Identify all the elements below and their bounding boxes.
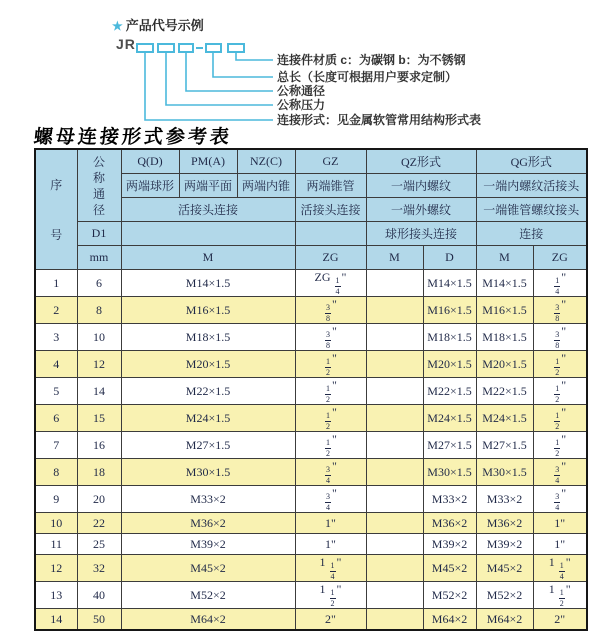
header-col-qz: QZ形式	[366, 149, 476, 174]
thread-m-cell: M36×2	[121, 513, 295, 534]
qg-m-cell: M30×1.5	[476, 459, 533, 486]
header-qz-desc2: 一端外螺纹	[366, 198, 476, 222]
diagram-label-diameter: 公称通径	[277, 84, 326, 98]
fraction: $\frac{3}{4}$	[555, 492, 560, 512]
qg-zg-cell: 1 $\frac{1}{4}$ "	[533, 555, 587, 582]
serial-cell: 14	[35, 609, 77, 630]
table-row	[35, 324, 587, 351]
dn-cell: 25	[77, 534, 121, 555]
nut-connection-reference-table	[34, 148, 588, 631]
serial-cell: 2	[35, 297, 77, 324]
table-row	[35, 609, 587, 630]
gz-zg-cell: $\frac{1}{2}$ "	[295, 351, 366, 378]
fraction: $\frac{3}{4}$	[555, 465, 560, 485]
table-row	[35, 378, 587, 405]
diagram-label-connection: 连接形式：见金属软管常用结构形式表	[277, 113, 482, 127]
header-union-connection: 活接头连接	[121, 198, 295, 222]
qg-m-cell: M16×1.5	[476, 297, 533, 324]
qz-d-cell: M30×1.5	[423, 459, 476, 486]
dn-cell: 6	[77, 270, 121, 297]
header-qg-zg-unit: ZG	[533, 246, 587, 270]
gz-zg-cell: 1"	[295, 534, 366, 555]
qg-zg-cell: $\frac{1}{2}$ "	[533, 378, 587, 405]
fraction: $\frac{1}{2}$	[555, 384, 560, 404]
header-q-desc: 两端球形	[121, 174, 179, 198]
serial-cell: 8	[35, 459, 77, 486]
gz-zg-cell: $\frac{3}{4}$ "	[295, 459, 366, 486]
diagram-title: 产品代号示例	[125, 18, 204, 33]
fraction: $\frac{1}{2}$	[555, 411, 560, 431]
code-box	[158, 44, 174, 52]
thread-m-cell: M30×1.5	[121, 459, 295, 486]
serial-cell: 9	[35, 486, 77, 513]
gz-zg-cell: 1 $\frac{1}{4}$ "	[295, 555, 366, 582]
dn-cell: 15	[77, 405, 121, 432]
header-serial: 序号	[35, 149, 77, 270]
table-row	[35, 297, 587, 324]
thread-m-cell: M18×1.5	[121, 324, 295, 351]
fraction: $\frac{1}{2}$	[555, 357, 560, 377]
fraction: $\frac{1}{2}$	[555, 438, 560, 458]
serial-cell: 10	[35, 513, 77, 534]
table-row	[35, 486, 587, 513]
qz-m-cell	[366, 555, 423, 582]
dn-cell: 8	[77, 297, 121, 324]
fraction: $\frac{3}{8}$	[326, 303, 331, 323]
code-box	[206, 44, 221, 52]
fraction: $\frac{1}{2}$	[330, 588, 335, 609]
fraction: $\frac{1}{4}$	[335, 276, 340, 296]
qz-d-cell: M22×1.5	[423, 378, 476, 405]
qg-m-cell: M20×1.5	[476, 351, 533, 378]
fraction: $\frac{3}{8}$	[555, 303, 560, 323]
qg-zg-cell: $\frac{1}{2}$ "	[533, 405, 587, 432]
serial-cell: 6	[35, 405, 77, 432]
qz-d-cell: M52×2	[423, 582, 476, 609]
qz-d-cell: M18×1.5	[423, 324, 476, 351]
qz-m-cell	[366, 432, 423, 459]
table-row	[35, 582, 587, 609]
qz-m-cell	[366, 405, 423, 432]
table-row	[35, 555, 587, 582]
qz-m-cell	[366, 609, 423, 630]
qz-d-cell: M45×2	[423, 555, 476, 582]
table-title: 螺母连接形式参考表	[32, 127, 233, 148]
code-box	[179, 44, 193, 52]
qz-m-cell	[366, 378, 423, 405]
header-mm: mm	[77, 246, 121, 270]
qg-zg-cell: $\frac{1}{2}$ "	[533, 351, 587, 378]
qz-d-cell: M39×2	[423, 534, 476, 555]
gz-zg-cell: $\frac{1}{2}$ "	[295, 405, 366, 432]
qz-m-cell	[366, 486, 423, 513]
thread-m-cell: M45×2	[121, 555, 295, 582]
serial-cell: 13	[35, 582, 77, 609]
gz-zg-cell: ZG $\frac{1}{4}$ "	[295, 270, 366, 297]
header-d1: D1	[77, 222, 121, 246]
thread-m-cell: M20×1.5	[121, 351, 295, 378]
diagram-label-pressure: 公称压力	[277, 98, 326, 112]
header-qg-desc1: 一端内螺纹活接头	[476, 174, 587, 198]
header-gz-unit: ZG	[295, 246, 366, 270]
fraction: $\frac{1}{2}$	[326, 411, 331, 431]
thread-m-cell: M33×2	[121, 486, 295, 513]
diagram-label-material: 连接件材质 c：为碳钢 b：为不锈钢	[277, 53, 466, 67]
serial-cell: 4	[35, 351, 77, 378]
qz-d-cell: M36×2	[423, 513, 476, 534]
serial-cell: 12	[35, 555, 77, 582]
table-row	[35, 513, 587, 534]
dn-cell: 18	[77, 459, 121, 486]
qz-d-cell: M14×1.5	[423, 270, 476, 297]
qz-d-cell: M33×2	[423, 486, 476, 513]
qz-m-cell	[366, 459, 423, 486]
thread-m-cell: M52×2	[121, 582, 295, 609]
qg-m-cell: M14×1.5	[476, 270, 533, 297]
header-qz-desc1: 一端内螺纹	[366, 174, 476, 198]
qz-d-cell: M20×1.5	[423, 351, 476, 378]
serial-cell: 3	[35, 324, 77, 351]
fraction: $\frac{3}{8}$	[555, 330, 560, 350]
fraction: $\frac{3}{8}$	[326, 330, 331, 350]
header-qz-connection: 球形接头连接	[366, 222, 476, 246]
qz-d-cell: M24×1.5	[423, 405, 476, 432]
header-qz-m-unit: M	[366, 246, 423, 270]
qg-zg-cell: $\frac{1}{4}$ "	[533, 270, 587, 297]
fraction: $\frac{1}{2}$	[326, 357, 331, 377]
header-m-unit: M	[121, 246, 295, 270]
serial-cell: 5	[35, 378, 77, 405]
gz-zg-cell: 1"	[295, 513, 366, 534]
qz-m-cell	[366, 351, 423, 378]
qg-zg-cell: $\frac{3}{4}$ "	[533, 459, 587, 486]
qz-m-cell	[366, 324, 423, 351]
star-icon: ★	[112, 19, 123, 33]
qg-m-cell: M45×2	[476, 555, 533, 582]
thread-m-cell: M39×2	[121, 534, 295, 555]
dn-cell: 16	[77, 432, 121, 459]
header-gz-connection: 活接头连接	[295, 198, 366, 222]
qg-m-cell: M36×2	[476, 513, 533, 534]
code-box	[228, 44, 244, 52]
header-gz-desc: 两端锥管	[295, 174, 366, 198]
qg-m-cell: M52×2	[476, 582, 533, 609]
qz-m-cell	[366, 513, 423, 534]
fraction: $\frac{3}{4}$	[326, 492, 331, 512]
thread-m-cell: M64×2	[121, 609, 295, 630]
qg-zg-cell: 1 $\frac{1}{2}$ "	[533, 582, 587, 609]
serial-cell: 7	[35, 432, 77, 459]
pointer-line	[213, 52, 273, 77]
table-row	[35, 432, 587, 459]
gz-zg-cell: $\frac{1}{2}$ "	[295, 378, 366, 405]
pointer-line	[186, 52, 273, 91]
dn-cell: 12	[77, 351, 121, 378]
gz-zg-cell: $\frac{1}{2}$ "	[295, 432, 366, 459]
header-col-qg: QG形式	[476, 149, 587, 174]
header-qz-d-unit: D	[423, 246, 476, 270]
qg-m-cell: M33×2	[476, 486, 533, 513]
dn-cell: 14	[77, 378, 121, 405]
qg-m-cell: M39×2	[476, 534, 533, 555]
qz-d-cell: M64×2	[423, 609, 476, 630]
qg-m-cell: M18×1.5	[476, 324, 533, 351]
fraction: $\frac{1}{2}$	[326, 384, 331, 404]
qg-zg-cell: 1"	[533, 513, 587, 534]
qg-m-cell: M64×2	[476, 609, 533, 630]
header-col-nz: NZ(C)	[237, 149, 295, 174]
header-qg-m-unit: M	[476, 246, 533, 270]
table-row	[35, 351, 587, 378]
dn-cell: 50	[77, 609, 121, 630]
serial-cell: 1	[35, 270, 77, 297]
thread-m-cell: M16×1.5	[121, 297, 295, 324]
header-col-q: Q(D)	[121, 149, 179, 174]
diagram-heading	[112, 15, 204, 34]
qg-zg-cell: $\frac{1}{2}$ "	[533, 432, 587, 459]
dn-cell: 10	[77, 324, 121, 351]
code-box	[137, 44, 153, 52]
thread-m-cell: M14×1.5	[121, 270, 295, 297]
fraction: $\frac{3}{4}$	[326, 465, 331, 485]
header-qg-desc2: 一端锥管螺纹接头	[476, 198, 587, 222]
header-qg-connection: 连接	[476, 222, 587, 246]
gz-zg-cell: 2"	[295, 609, 366, 630]
gz-zg-cell: 1 $\frac{1}{2}$ "	[295, 582, 366, 609]
header-col-pm: PM(A)	[179, 149, 237, 174]
header-empty-gz	[295, 222, 366, 246]
table-row	[35, 270, 587, 297]
table-header	[35, 149, 587, 270]
header-nz-desc: 两端内锥	[237, 174, 295, 198]
dn-cell: 40	[77, 582, 121, 609]
dn-cell: 22	[77, 513, 121, 534]
dn-cell: 32	[77, 555, 121, 582]
qg-zg-cell: $\frac{3}{4}$ "	[533, 486, 587, 513]
qz-m-cell	[366, 270, 423, 297]
header-col-gz: GZ	[295, 149, 366, 174]
qg-m-cell: M22×1.5	[476, 378, 533, 405]
qz-m-cell	[366, 297, 423, 324]
fraction: $\frac{1}{4}$	[559, 561, 564, 582]
qz-m-cell	[366, 582, 423, 609]
pointer-line	[236, 52, 273, 60]
qg-zg-cell: $\frac{3}{8}$ "	[533, 297, 587, 324]
header-empty-union	[121, 222, 295, 246]
table-body	[35, 270, 587, 631]
fraction: $\frac{1}{2}$	[559, 588, 564, 609]
table-row	[35, 459, 587, 486]
pointer-line	[145, 52, 273, 120]
serial-cell: 11	[35, 534, 77, 555]
fraction: $\frac{1}{4}$	[330, 561, 335, 582]
thread-m-cell: M22×1.5	[121, 378, 295, 405]
qg-m-cell: M27×1.5	[476, 432, 533, 459]
gz-zg-cell: $\frac{3}{4}$ "	[295, 486, 366, 513]
product-code-prefix: JR	[116, 36, 136, 52]
thread-m-cell: M27×1.5	[121, 432, 295, 459]
qg-zg-cell: 1"	[533, 534, 587, 555]
qg-m-cell: M24×1.5	[476, 405, 533, 432]
gz-zg-cell: $\frac{3}{8}$ "	[295, 324, 366, 351]
diagram-label-length: 总长（长度可根据用户要求定制）	[277, 70, 458, 84]
header-pm-desc: 两端平面	[179, 174, 237, 198]
fraction: $\frac{1}{2}$	[326, 438, 331, 458]
table-row	[35, 534, 587, 555]
qz-d-cell: M27×1.5	[423, 432, 476, 459]
qg-zg-cell: $\frac{3}{8}$ "	[533, 324, 587, 351]
qg-zg-cell: 2"	[533, 609, 587, 630]
qz-d-cell: M16×1.5	[423, 297, 476, 324]
gz-zg-cell: $\frac{3}{8}$ "	[295, 297, 366, 324]
dn-cell: 20	[77, 486, 121, 513]
header-dn: 公称通径	[77, 149, 121, 222]
fraction: $\frac{1}{4}$	[555, 276, 560, 296]
table-row	[35, 405, 587, 432]
thread-m-cell: M24×1.5	[121, 405, 295, 432]
qz-m-cell	[366, 534, 423, 555]
